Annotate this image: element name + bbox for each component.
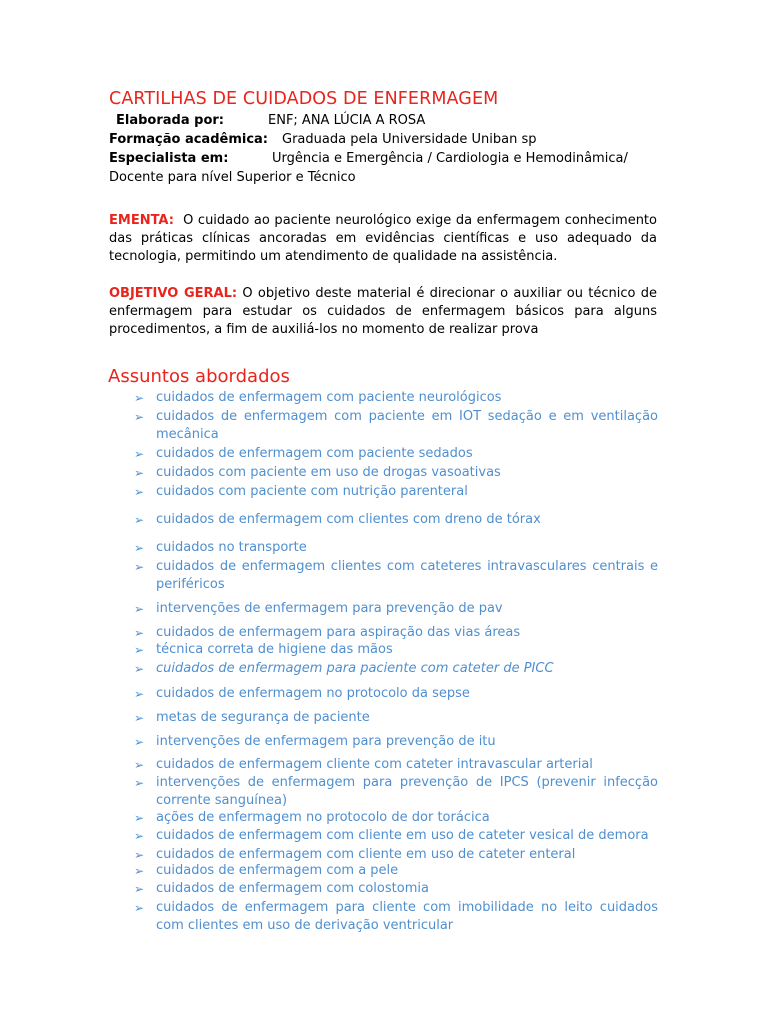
arrow-bullet-icon: ➢ xyxy=(134,643,145,657)
topic-text: metas de segurança de paciente xyxy=(156,710,370,725)
objective-label: OBJETIVO GERAL: xyxy=(109,286,238,301)
topic-text: cuidados de enfermagem com cliente em uso de cateter vesical de demora xyxy=(156,828,649,843)
arrow-bullet-icon: ➢ xyxy=(134,776,145,790)
topic-text: cuidados com paciente com nutrição parenteral xyxy=(156,484,468,499)
document-title: CARTILHAS DE CUIDADOS DE ENFERMAGEM xyxy=(109,89,499,109)
topic-text: cuidados com paciente em uso de drogas vasoativas xyxy=(156,465,501,480)
arrow-bullet-icon: ➢ xyxy=(134,391,145,405)
topic-text: técnica correta de higiene das mãos xyxy=(156,642,393,657)
arrow-bullet-icon: ➢ xyxy=(134,662,145,676)
arrow-bullet-icon: ➢ xyxy=(134,485,145,499)
topics-heading: Assuntos abordados xyxy=(108,366,290,387)
arrow-bullet-icon: ➢ xyxy=(134,410,145,424)
arrow-bullet-icon: ➢ xyxy=(134,626,145,640)
arrow-bullet-icon: ➢ xyxy=(134,447,145,461)
topic-text: intervenções de enfermagem para prevenção de pav xyxy=(156,601,503,616)
arrow-bullet-icon: ➢ xyxy=(134,882,145,896)
arrow-bullet-icon: ➢ xyxy=(134,541,145,555)
arrow-bullet-icon: ➢ xyxy=(134,735,145,749)
topic-text: cuidados de enfermagem para paciente com cateter de PICC xyxy=(156,661,554,676)
arrow-bullet-icon: ➢ xyxy=(134,711,145,725)
arrow-bullet-icon: ➢ xyxy=(134,829,145,843)
topic-text: cuidados de enfermagem para aspiração das vias áreas xyxy=(156,625,521,640)
arrow-bullet-icon: ➢ xyxy=(134,513,145,527)
arrow-bullet-icon: ➢ xyxy=(134,602,145,616)
topic-text: intervenções de enfermagem para prevenção de itu xyxy=(156,734,496,749)
objective-paragraph xyxy=(109,285,657,339)
arrow-bullet-icon: ➢ xyxy=(134,466,145,480)
teaching-level: Docente para nível Superior e Técnico xyxy=(109,170,356,185)
author-label: Elaborada por: xyxy=(116,113,224,128)
topic-text: cuidados de enfermagem com a pele xyxy=(156,863,399,878)
topic-text: cuidados de enfermagem clientes com cateteres intravasculares centrais e periféricos xyxy=(156,559,658,592)
topic-text: cuidados de enfermagem com cliente em uso de cateter enteral xyxy=(156,847,576,862)
arrow-bullet-icon: ➢ xyxy=(134,560,145,574)
arrow-bullet-icon: ➢ xyxy=(134,811,145,825)
topic-text: cuidados de enfermagem cliente com cateter intravascular arterial xyxy=(156,757,593,772)
ementa-label: EMENTA: xyxy=(109,213,174,228)
topic-text: cuidados de enfermagem para cliente com imobilidade no leito cuidados com clientes em uso de derivação ventricular xyxy=(156,900,658,933)
arrow-bullet-icon: ➢ xyxy=(134,758,145,772)
objective-text: O objetivo deste material é direcionar o auxiliar ou técnico de enfermagem para estudar os cuidados de enfermagem básicos para alguns procedimentos, a fim de auxiliá-los no momento de realizar prova xyxy=(109,286,657,337)
topic-text: ações de enfermagem no protocolo de dor torácica xyxy=(156,810,490,825)
topic-text: cuidados de enfermagem com paciente em IOT sedação e em ventilação mecânica xyxy=(156,409,658,442)
arrow-bullet-icon: ➢ xyxy=(134,687,145,701)
topic-text: cuidados de enfermagem no protocolo da sepse xyxy=(156,686,470,701)
ementa-text: O cuidado ao paciente neurológico exige da enfermagem conhecimento das práticas clínicas ancoradas em evidências científicas e uso adequado da tecnologia, permitindo um atendimento de qualidade na assistência. xyxy=(109,213,657,264)
author-value: ENF; ANA LÚCIA A ROSA xyxy=(268,113,426,128)
arrow-bullet-icon: ➢ xyxy=(134,864,145,878)
topic-text: cuidados de enfermagem com clientes com dreno de tórax xyxy=(156,512,541,527)
education-label: Formação acadêmica: xyxy=(109,132,269,147)
topic-text: intervenções de enfermagem para prevenção de IPCS (prevenir infecção corrente sanguínea) xyxy=(156,775,658,808)
education-value: Graduada pela Universidade Uniban sp xyxy=(282,132,537,147)
topic-text: cuidados no transporte xyxy=(156,540,307,555)
arrow-bullet-icon: ➢ xyxy=(134,848,145,862)
ementa-paragraph xyxy=(109,212,657,266)
topic-text: cuidados de enfermagem com paciente neurológicos xyxy=(156,390,502,405)
specialty-value: Urgência e Emergência / Cardiologia e Hemodinâmica/ xyxy=(272,151,628,166)
topic-text: cuidados de enfermagem com colostomia xyxy=(156,881,429,896)
arrow-bullet-icon: ➢ xyxy=(134,901,145,915)
topic-text: cuidados de enfermagem com paciente sedados xyxy=(156,446,473,461)
specialty-label: Especialista em: xyxy=(109,151,229,166)
